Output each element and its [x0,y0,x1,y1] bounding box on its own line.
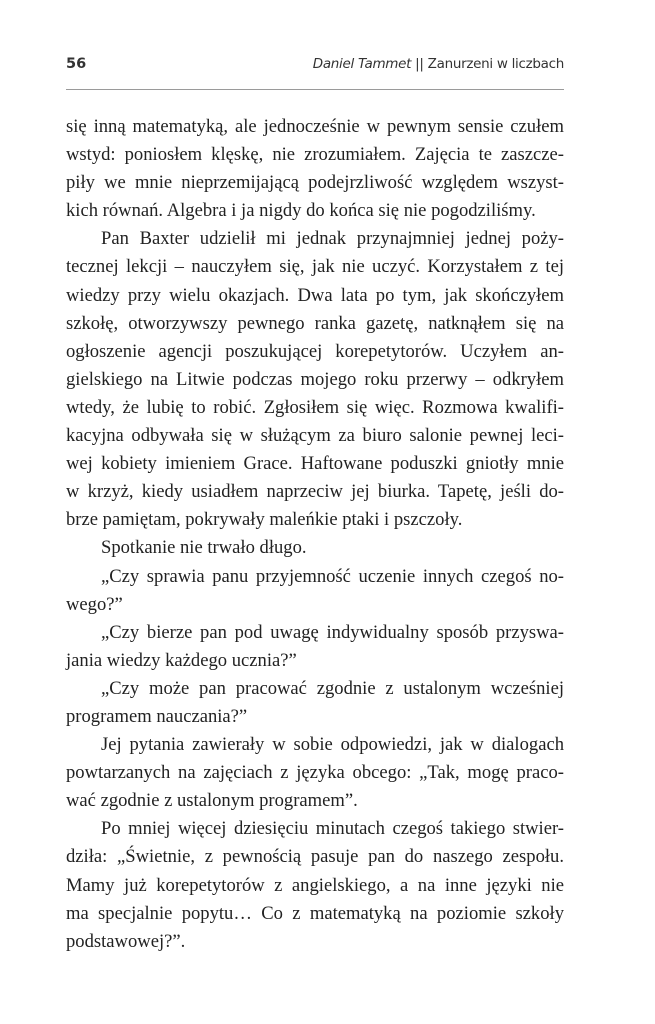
text-line: „Czy bierze pan pod uwagę indywidualny sposób przyswa- [101,621,564,643]
text-line: tecznej lekcji – nauczyłem się, jak nie uczyć. Korzystałem z tej [66,256,564,278]
header-rule [66,89,564,90]
running-header [66,56,564,80]
text-line: wstyd: poniosłem klęskę, nie zrozumiałem. Zajęcia te zaszcze- [66,144,564,166]
paragraph [66,675,564,731]
text-line: podstawowej?”. [66,930,186,952]
text-line: się inną matematyką, ale jednocześnie w pewnym sensie czułem [66,116,564,137]
text-line: kich równań. Algebra i ja nigdy do końca się nie pogodziliśmy. [66,200,536,222]
text-line: wać zgodnie z ustalonym programem”. [66,790,358,812]
text-line: powtarzanych na zajęciach z języka obcego: „Tak, mogę praco- [66,762,564,784]
paragraph [66,225,564,534]
text-line: „Czy może pan pracować zgodnie z ustalonym wcześniej [101,677,564,699]
paragraph [66,731,564,815]
paragraph [66,563,564,619]
book-title: Zanurzeni w liczbach [427,56,564,72]
text-line: gielskiego na Litwie podczas mojego roku przerwy – odkryłem [66,368,564,390]
text-line: Jej pytania zawierały w sobie odpowiedzi, jak w dialogach [101,734,564,756]
text-line: w krzyż, kiedy usiadłem naprzeciw jej biurka. Tapetę, jeśli do- [66,481,564,503]
text-line: jania wiedzy każdego ucznia?” [66,649,297,671]
text-line: wtedy, że lubię to robić. Zgłosiłem się więc. Rozmowa kwalifi- [66,396,564,418]
text-line: programem nauczania?” [66,705,248,727]
paragraph [66,534,564,562]
text-line: Po mniej więcej dziesięciu minutach czegoś takiego stwier- [101,818,564,840]
page-number: 56 [66,56,87,72]
text-line: ogłoszenie agencji poszukującej korepetytorów. Uczyłem an- [66,340,564,362]
text-line: ma specjalnie popytu… Co z matematyką na poziomie szkoły [66,902,564,924]
text-line: szkołę, otworzywszy pewnego ranka gazetę, natknąłem się na [66,312,564,334]
author-name: Daniel Tammet [312,56,412,72]
body-text [66,113,564,956]
text-line: piły we mnie nieprzemijającą podejrzliwość względem wszyst- [66,172,564,194]
header-separator: || [415,56,424,72]
text-line: Pan Baxter udzielił mi jednak przynajmniej jednej poży- [101,228,564,250]
text-line: wej kobiety imieniem Grace. Haftowane poduszki gniotły mnie [66,453,564,475]
text-line: „Czy sprawia panu przyjemność uczenie innych czegoś no- [101,565,564,587]
running-title [313,56,564,72]
paragraph [66,815,564,955]
text-line: dziła: „Świetnie, z pewnością pasuje pan do naszego zespołu. [66,846,564,868]
text-line: wiedzy przy wielu okazjach. Dwa lata po tym, jak skończyłem [66,284,564,306]
text-line: kacyjna odbywała się w służącym za biuro salonie pewnej leci- [66,425,564,447]
text-line: brze pamiętam, pokrywały maleńkie ptaki i pszczoły. [66,509,463,531]
paragraph [66,113,564,225]
paragraph [66,619,564,675]
text-line: wego?” [66,593,123,615]
text-line: Spotkanie nie trwało długo. [101,537,307,559]
text-line: Mamy już korepetytorów z angielskiego, a na inne języki nie [66,874,564,896]
